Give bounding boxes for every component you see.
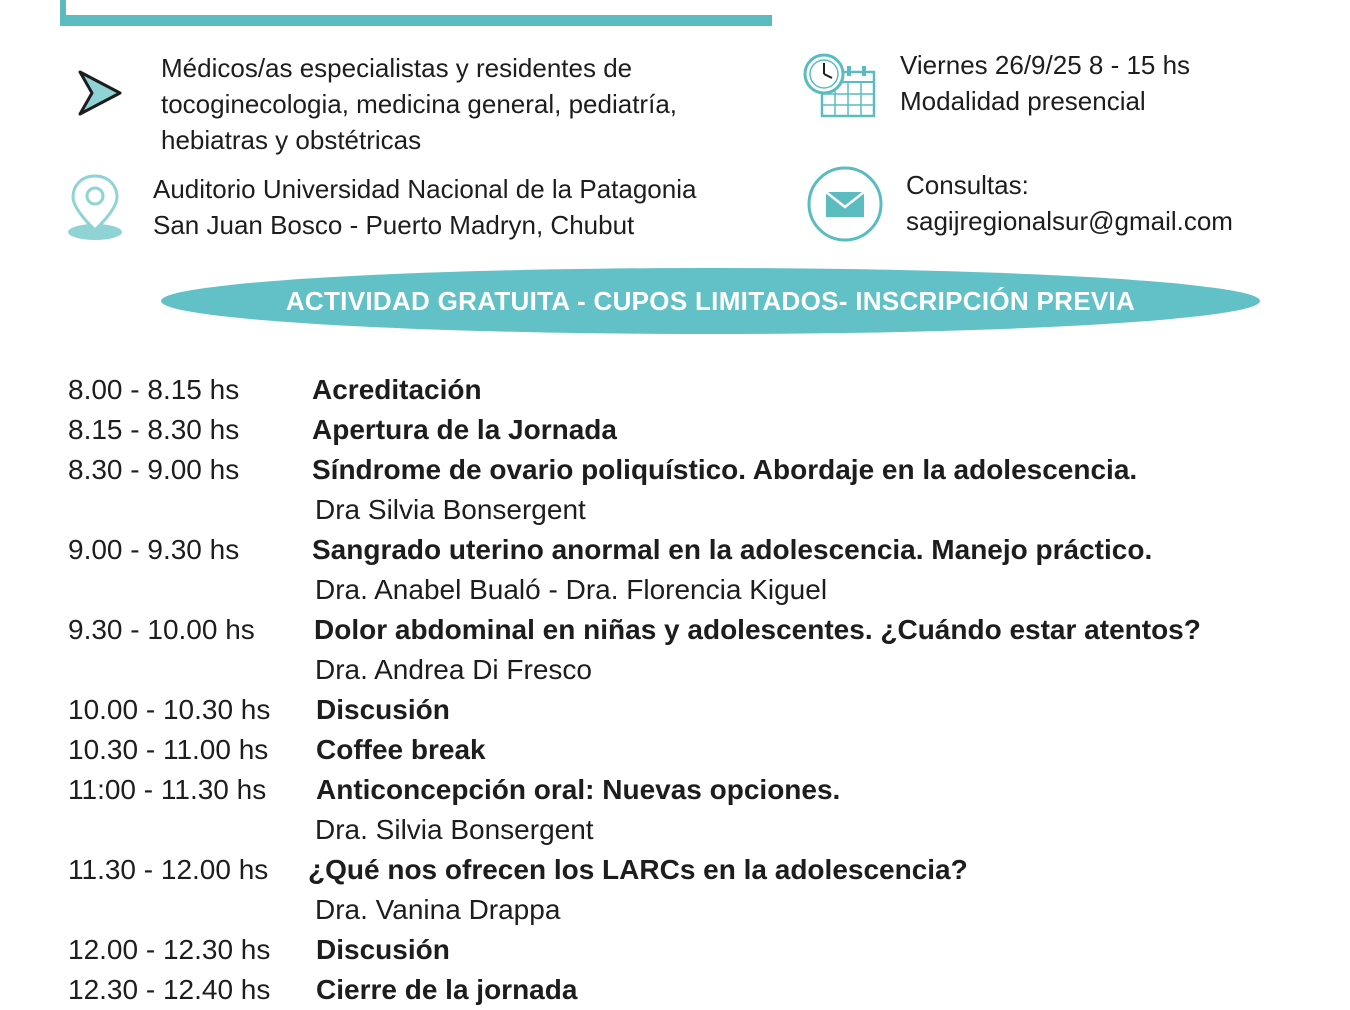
schedule-title: Discusión xyxy=(316,934,450,965)
schedule-row xyxy=(68,410,1308,450)
contact-label: Consultas: xyxy=(906,170,1029,200)
schedule-row xyxy=(68,850,1308,890)
schedule-title: Sangrado uterino anormal en la adolescencia. Manejo práctico. xyxy=(312,534,1153,565)
schedule-title: Anticoncepción oral: Nuevas opciones. xyxy=(316,774,841,805)
audience-line: Médicos/as especialistas y residentes de xyxy=(161,53,633,83)
contact-text xyxy=(906,167,1233,239)
location-pin-icon xyxy=(66,172,124,242)
schedule-time: 8.30 - 9.00 hs xyxy=(68,454,240,485)
schedule-speaker-row xyxy=(68,810,1308,850)
schedule-time: 12.30 - 12.40 hs xyxy=(68,974,271,1005)
header-frame-accent xyxy=(60,0,772,26)
city-line: San Juan Bosco - Puerto Madryn, Chubut xyxy=(153,210,635,240)
schedule-title: Dolor abdominal en niñas y adolescentes. ¿Cuándo estar atentos? xyxy=(314,614,1201,645)
schedule-row xyxy=(68,930,1308,970)
schedule-title: Acreditación xyxy=(312,374,482,405)
schedule-row xyxy=(68,610,1308,650)
schedule-time: 8.15 - 8.30 hs xyxy=(68,414,240,445)
location-text xyxy=(153,171,696,243)
envelope-icon xyxy=(806,165,884,243)
schedule-row xyxy=(68,770,1308,810)
schedule-time: 10.00 - 10.30 hs xyxy=(68,694,271,725)
schedule-row xyxy=(68,450,1308,490)
audience-line: tocoginecologia, medicina general, pediatría, xyxy=(161,89,678,119)
schedule-title: Apertura de la Jornada xyxy=(312,414,617,445)
date-text xyxy=(900,47,1190,119)
schedule-speaker: Dra. Andrea Di Fresco xyxy=(315,654,592,685)
schedule-time: 9.00 - 9.30 hs xyxy=(68,534,240,565)
schedule-row xyxy=(68,530,1308,570)
date-line: Viernes 26/9/25 8 - 15 hs xyxy=(900,50,1191,80)
banner-text: ACTIVIDAD GRATUITA - CUPOS LIMITADOS- INSCRIPCIÓN PREVIA xyxy=(285,285,1136,316)
schedule-title: Coffee break xyxy=(316,734,486,765)
schedule-title: Síndrome de ovario poliquístico. Abordaje en la adolescencia. xyxy=(312,454,1138,485)
schedule-speaker-row xyxy=(68,650,1308,690)
schedule-time: 11.30 - 12.00 hs xyxy=(68,854,269,885)
schedule-time: 9.30 - 10.00 hs xyxy=(68,614,255,645)
schedule-row xyxy=(68,970,1308,1010)
schedule-speaker-row xyxy=(68,490,1308,530)
schedule xyxy=(68,370,1308,1010)
free-activity-banner xyxy=(161,268,1260,334)
clock-calendar-icon xyxy=(802,52,878,120)
venue-line: Auditorio Universidad Nacional de la Patagonia xyxy=(153,174,697,204)
schedule-title: ¿Qué nos ofrecen los LARCs en la adolescencia? xyxy=(308,854,968,885)
schedule-title: Cierre de la jornada xyxy=(316,974,578,1005)
audience-text xyxy=(161,50,677,158)
schedule-time: 8.00 - 8.15 hs xyxy=(68,374,240,405)
schedule-time: 10.30 - 11.00 hs xyxy=(68,734,269,765)
schedule-speaker-row xyxy=(68,890,1308,930)
schedule-row xyxy=(68,730,1308,770)
audience-line: hebiatras y obstétricas xyxy=(161,125,422,155)
contact-email[interactable]: sagijregionalsur@gmail.com xyxy=(906,206,1233,236)
schedule-time: 11:00 - 11.30 hs xyxy=(68,774,267,805)
schedule-speaker: Dra. Silvia Bonsergent xyxy=(315,814,594,845)
schedule-row xyxy=(68,690,1308,730)
schedule-speaker: Dra. Anabel Bualó - Dra. Florencia Kiguel xyxy=(315,574,828,605)
schedule-title: Discusión xyxy=(316,694,450,725)
schedule-speaker-row xyxy=(68,570,1308,610)
modality-line: Modalidad presencial xyxy=(900,86,1146,116)
schedule-speaker: Dra. Vanina Drappa xyxy=(315,894,561,925)
schedule-time: 12.00 - 12.30 hs xyxy=(68,934,271,965)
schedule-speaker: Dra Silvia Bonsergent xyxy=(315,494,586,525)
schedule-row xyxy=(68,370,1308,410)
arrow-icon xyxy=(74,68,124,118)
